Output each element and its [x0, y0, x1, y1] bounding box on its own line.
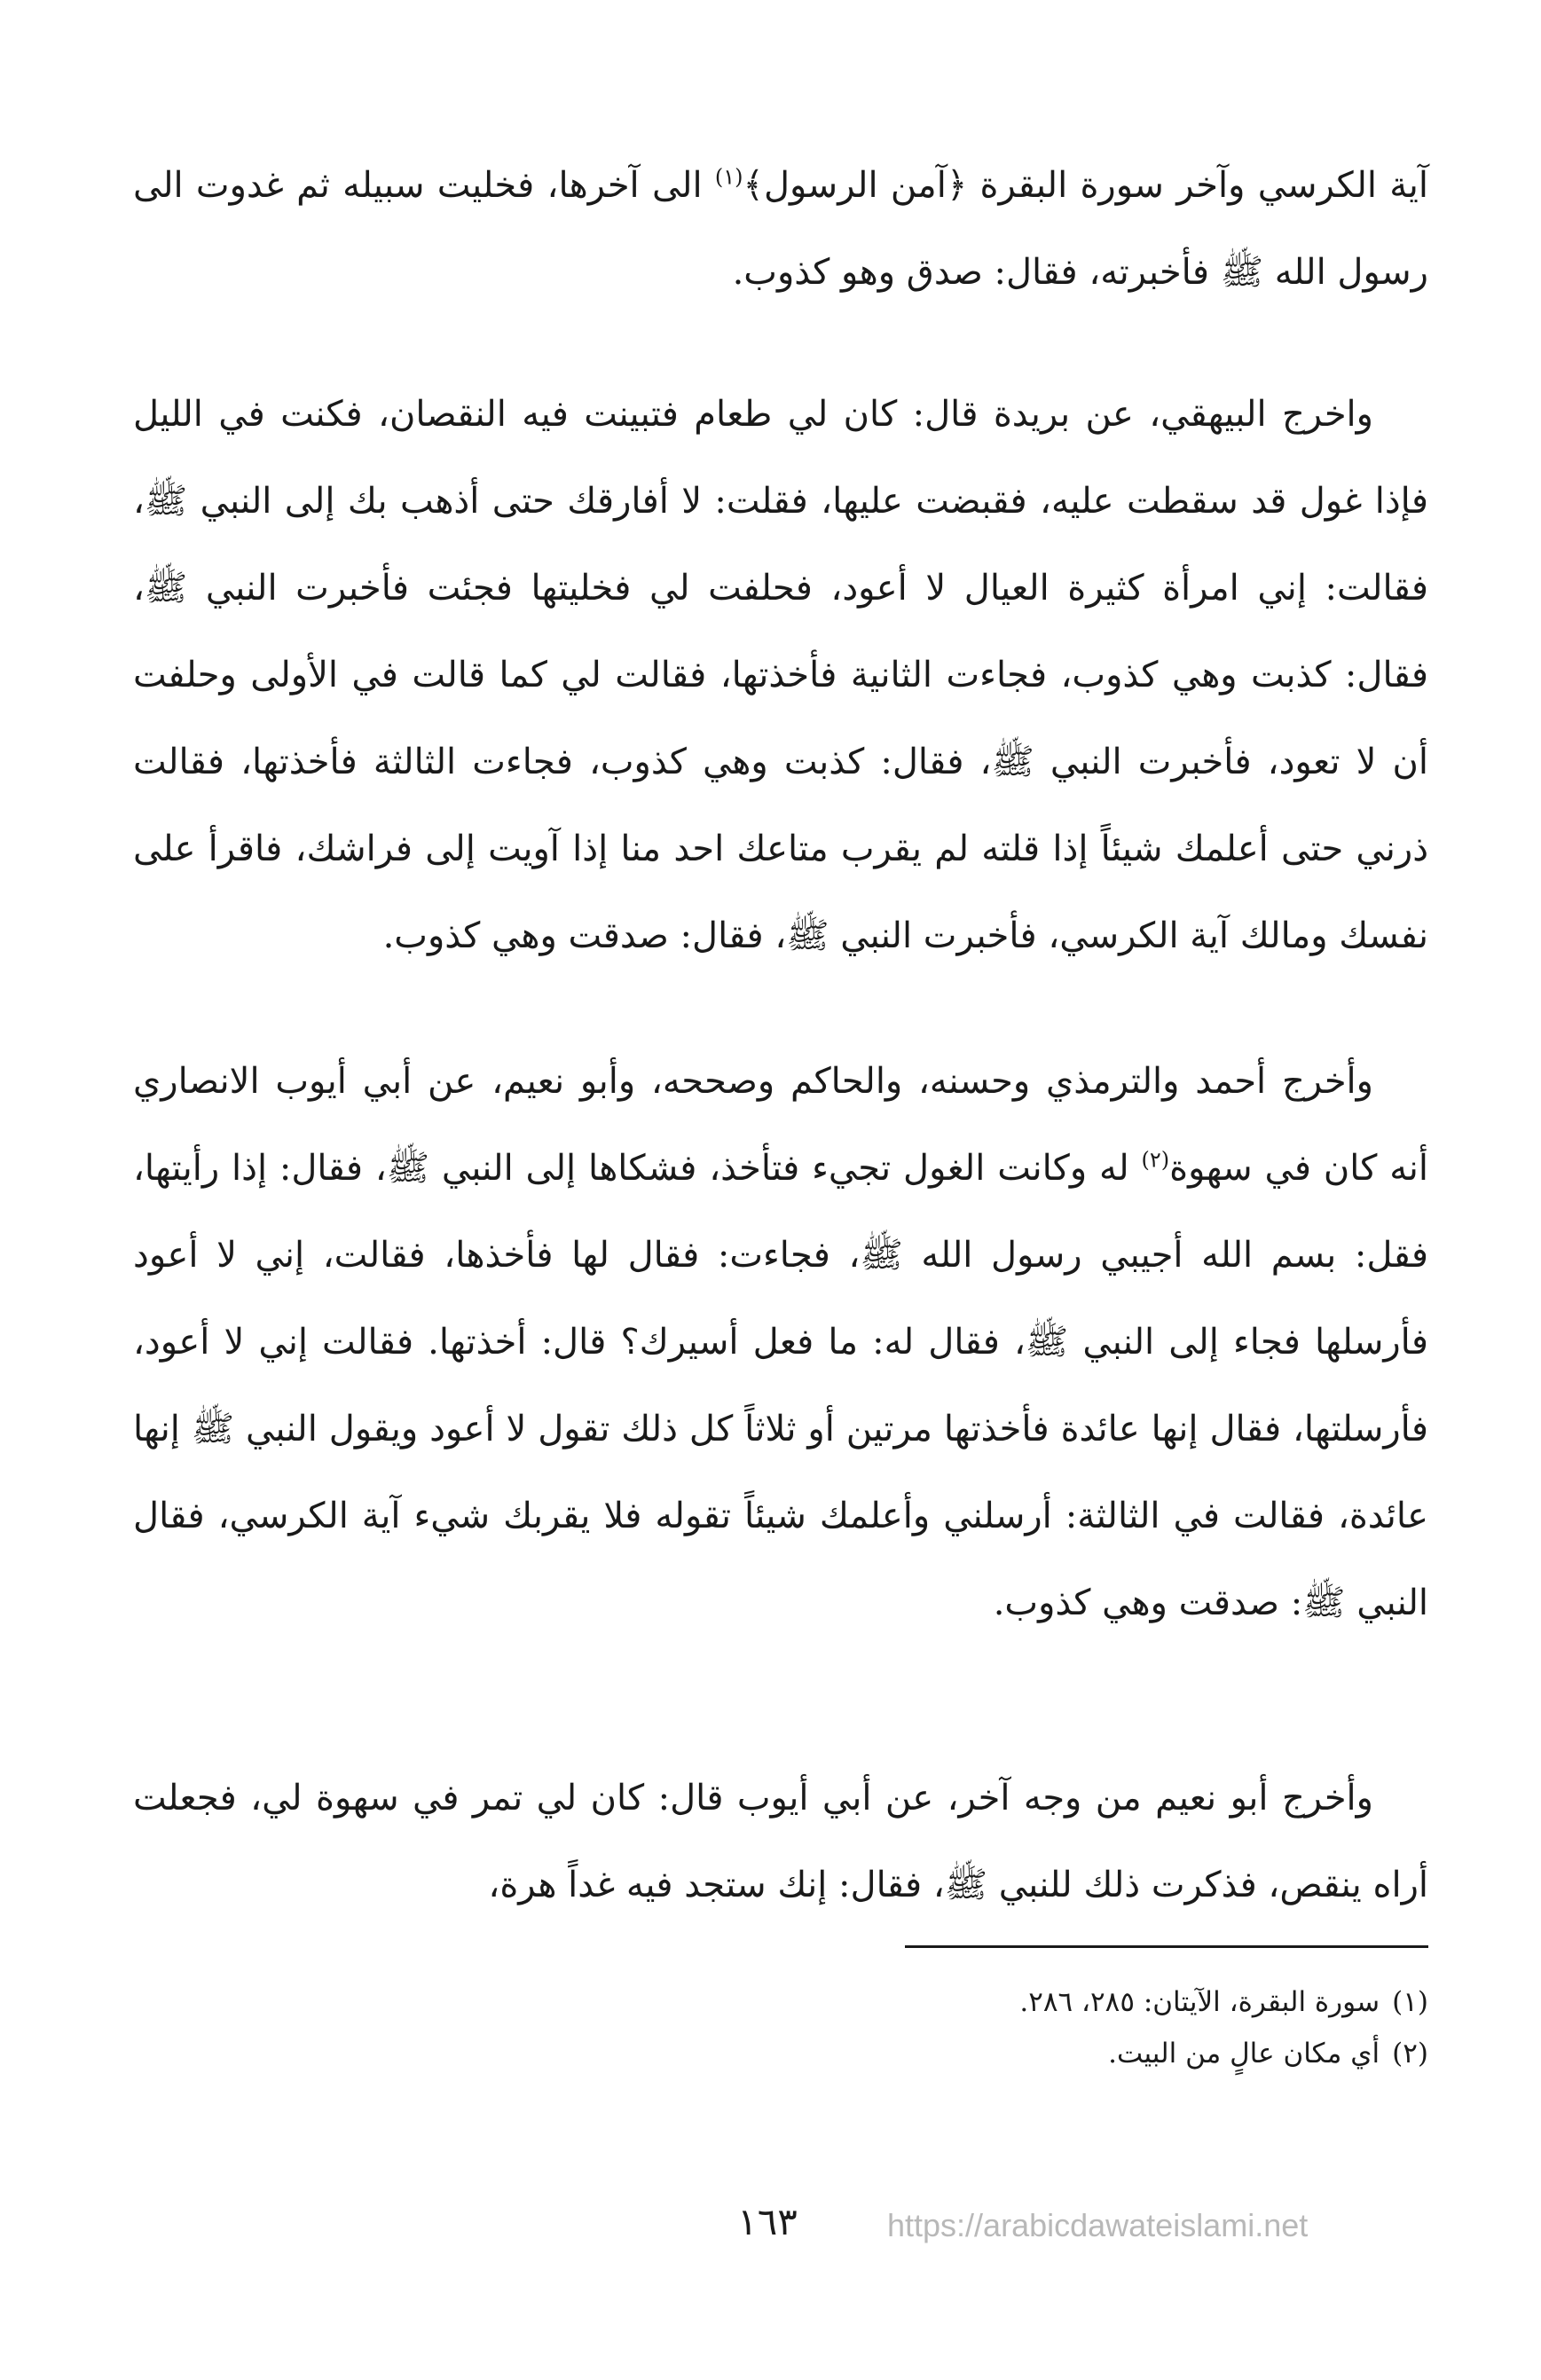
- paragraph-1-text-before-ref: آية الكرسي وآخر سورة البقرة ﴿آمن الرسول﴾: [743, 165, 1428, 206]
- footnote-ref-1[interactable]: (١): [714, 164, 743, 190]
- paragraph-3: [133, 1038, 1428, 1646]
- page-number: ١٦٣: [737, 2200, 798, 2243]
- watermark-url: https://arabicdawateislami.net: [887, 2207, 1309, 2243]
- footnote-1-number: (١): [1392, 1986, 1428, 2018]
- paragraph-1-text-after-ref: الى آخرها، فخليت سبيله ثم غدوت الى رسول الله ﷺ فأخبرته، فقال: صدق وهو كذوب.: [133, 165, 1428, 293]
- paragraph-2-text: واخرج البيهقي، عن بريدة قال: كان لي طعام فتبينت فيه النقصان، فكنت في الليل فإذا غول قد سقطت عليه، فقبضت عليها، فقلت: لا أفارقك حتى أذهب بك إلى النبي ﷺ، فقالت: إني امرأة كثيرة العيال لا أعود، فحلفت لي فخليتها فجئت فأخبرت النبي ﷺ، فقال: كذبت وهي كذوب، فجاءت الثانية فأخذتها، فقالت لي كما قالت في الأولى وحلفت أن لا تعود، فأخبرت النبي ﷺ، فقال: كذبت وهي كذوب، فجاءت الثالثة فأخذتها، فقالت ذرني حتى أعلمك شيئاً إذا قلته لم يقرب متاعك احد منا إذا آويت إلى فراشك، فاقرأ على نفسك ومالك آية الكرسي، فأخبرت النبي ﷺ، فقال: صدقت وهي كذوب.: [133, 394, 1428, 956]
- paragraph-1: [133, 142, 1428, 316]
- footnote-1-text: سورة البقرة، الآيتان: ٢٨٥، ٢٨٦.: [1019, 1986, 1380, 2018]
- footnote-2: [621, 2028, 1428, 2079]
- footnotes: [621, 1976, 1428, 2079]
- footnote-divider: [905, 1945, 1428, 1948]
- paragraph-3-text-after-ref: له وكانت الغول تجيء فتأخذ، فشكاها إلى النبي ﷺ، فقال: إذا رأيتها، فقل: بسم الله أجيبي رسول الله ﷺ، فجاءت: فقال لها فأخذها، فقالت، إني لا أعود فأرسلها فجاء إلى النبي ﷺ، فقال له: ما فعل أسيرك؟ قال: أخذتها. فقالت إني لا أعود، فأرسلتها، فقال إنها عائدة فأخذتها مرتين أو ثلاثاً كل ذلك تقول لا أعود ويقول النبي ﷺ إنها عائدة، فقالت في الثالثة: أرسلني وأعلمك شيئاً تقوله فلا يقربك شيء آية الكرسي، فقال النبي ﷺ: صدقت وهي كذوب.: [133, 1148, 1428, 1623]
- paragraph-3-text-before-ref: وأخرج أحمد والترمذي وحسنه، والحاكم وصححه، وأبو نعيم، عن أبي أيوب الانصاري أنه كان في سهوة: [133, 1061, 1428, 1189]
- paragraph-4: [133, 1755, 1428, 1928]
- footnote-ref-2[interactable]: (٢): [1141, 1147, 1170, 1173]
- paragraph-4-text: وأخرج أبو نعيم من وجه آخر، عن أبي أيوب قال: كان لي تمر في سهوة لي، فجعلت أراه ينقص، فذكرت ذلك للنبي ﷺ، فقال: إنك ستجد فيه غداً هرة،: [133, 1778, 1428, 1905]
- footnote-2-text: أي مكان عالٍ من البيت.: [1108, 2038, 1380, 2070]
- footnote-1: [621, 1976, 1428, 2028]
- footnote-2-number: (٢): [1392, 2038, 1428, 2070]
- paragraph-2: [133, 371, 1428, 979]
